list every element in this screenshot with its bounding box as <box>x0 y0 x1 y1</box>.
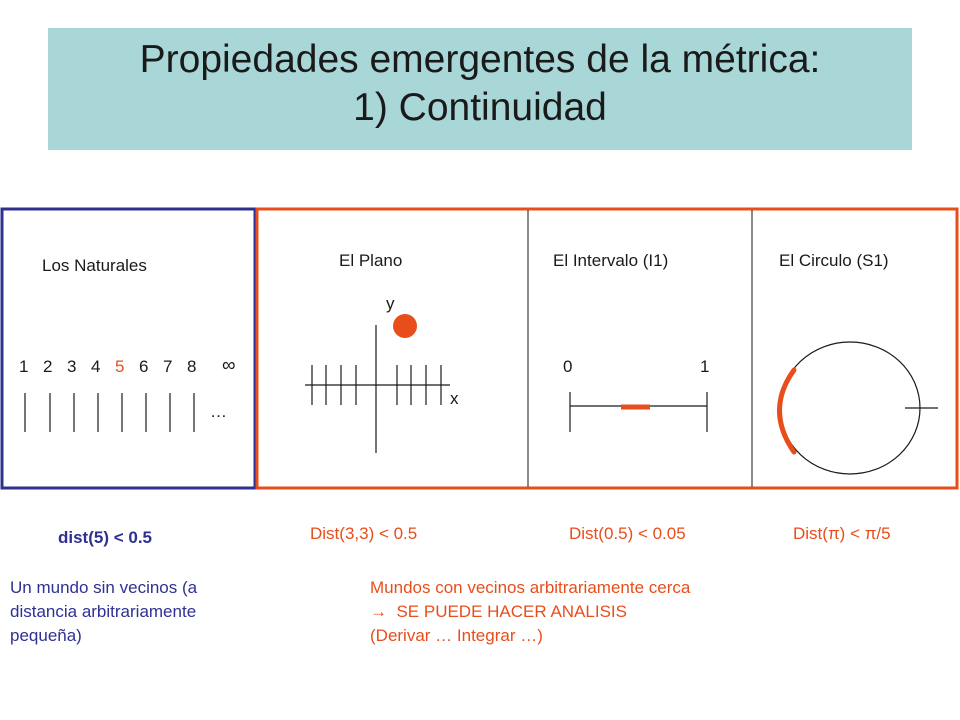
infinity-symbol: ∞ <box>222 355 236 376</box>
natural-number: 7 <box>163 357 173 376</box>
plane-point <box>393 314 417 338</box>
note-right-text: SE PUEDE HACER ANALISIS <box>396 602 627 621</box>
plano-condition: Dist(3,3) < 0.5 <box>310 524 418 543</box>
title-line-1: Propiedades emergentes de la métrica: <box>139 38 821 81</box>
note-right-line-arrow <box>370 600 690 624</box>
natural-number: 6 <box>139 357 149 376</box>
note-left <box>10 576 197 648</box>
natural-number: 8 <box>187 357 197 376</box>
plano-heading: El Plano <box>339 251 403 270</box>
naturales-heading: Los Naturales <box>42 256 147 275</box>
note-right-line: (Derivar … Integrar …) <box>370 626 543 645</box>
naturales-ticks <box>25 393 194 432</box>
title-line-2: 1) Continuidad <box>353 86 607 129</box>
intervalo-heading: El Intervalo (I1) <box>553 251 669 270</box>
intervalo-zero-label: 0 <box>563 357 573 376</box>
note-left-line: pequeña) <box>10 626 82 645</box>
intervalo-one-label: 1 <box>700 357 710 376</box>
note-left-line: Un mundo sin vecinos (a <box>10 578 198 597</box>
circle-s1 <box>780 342 920 474</box>
natural-number: 4 <box>91 357 101 376</box>
arrow-right-icon: → <box>370 602 387 621</box>
naturales-ellipsis: … <box>210 402 227 421</box>
circulo-heading: El Circulo (S1) <box>779 251 889 270</box>
circle-neighborhood <box>780 370 795 452</box>
plane-axes <box>305 325 450 453</box>
note-left-line: distancia arbitrariamente <box>10 602 197 621</box>
intervalo-condition: Dist(0.5) < 0.05 <box>569 524 686 543</box>
note-right-line: Mundos con vecinos arbitrariamente cerca <box>370 578 691 597</box>
plano-x-label: x <box>450 389 459 408</box>
naturales-condition: dist(5) < 0.5 <box>58 528 153 547</box>
natural-number: 1 <box>19 357 29 376</box>
natural-number: 2 <box>43 357 53 376</box>
natural-number-highlight: 5 <box>115 357 125 376</box>
circulo-condition: Dist(π) < π/5 <box>793 524 891 543</box>
natural-number: 3 <box>67 357 77 376</box>
naturales-frame <box>2 209 255 488</box>
note-right <box>370 576 690 648</box>
plano-y-label: y <box>386 294 395 313</box>
